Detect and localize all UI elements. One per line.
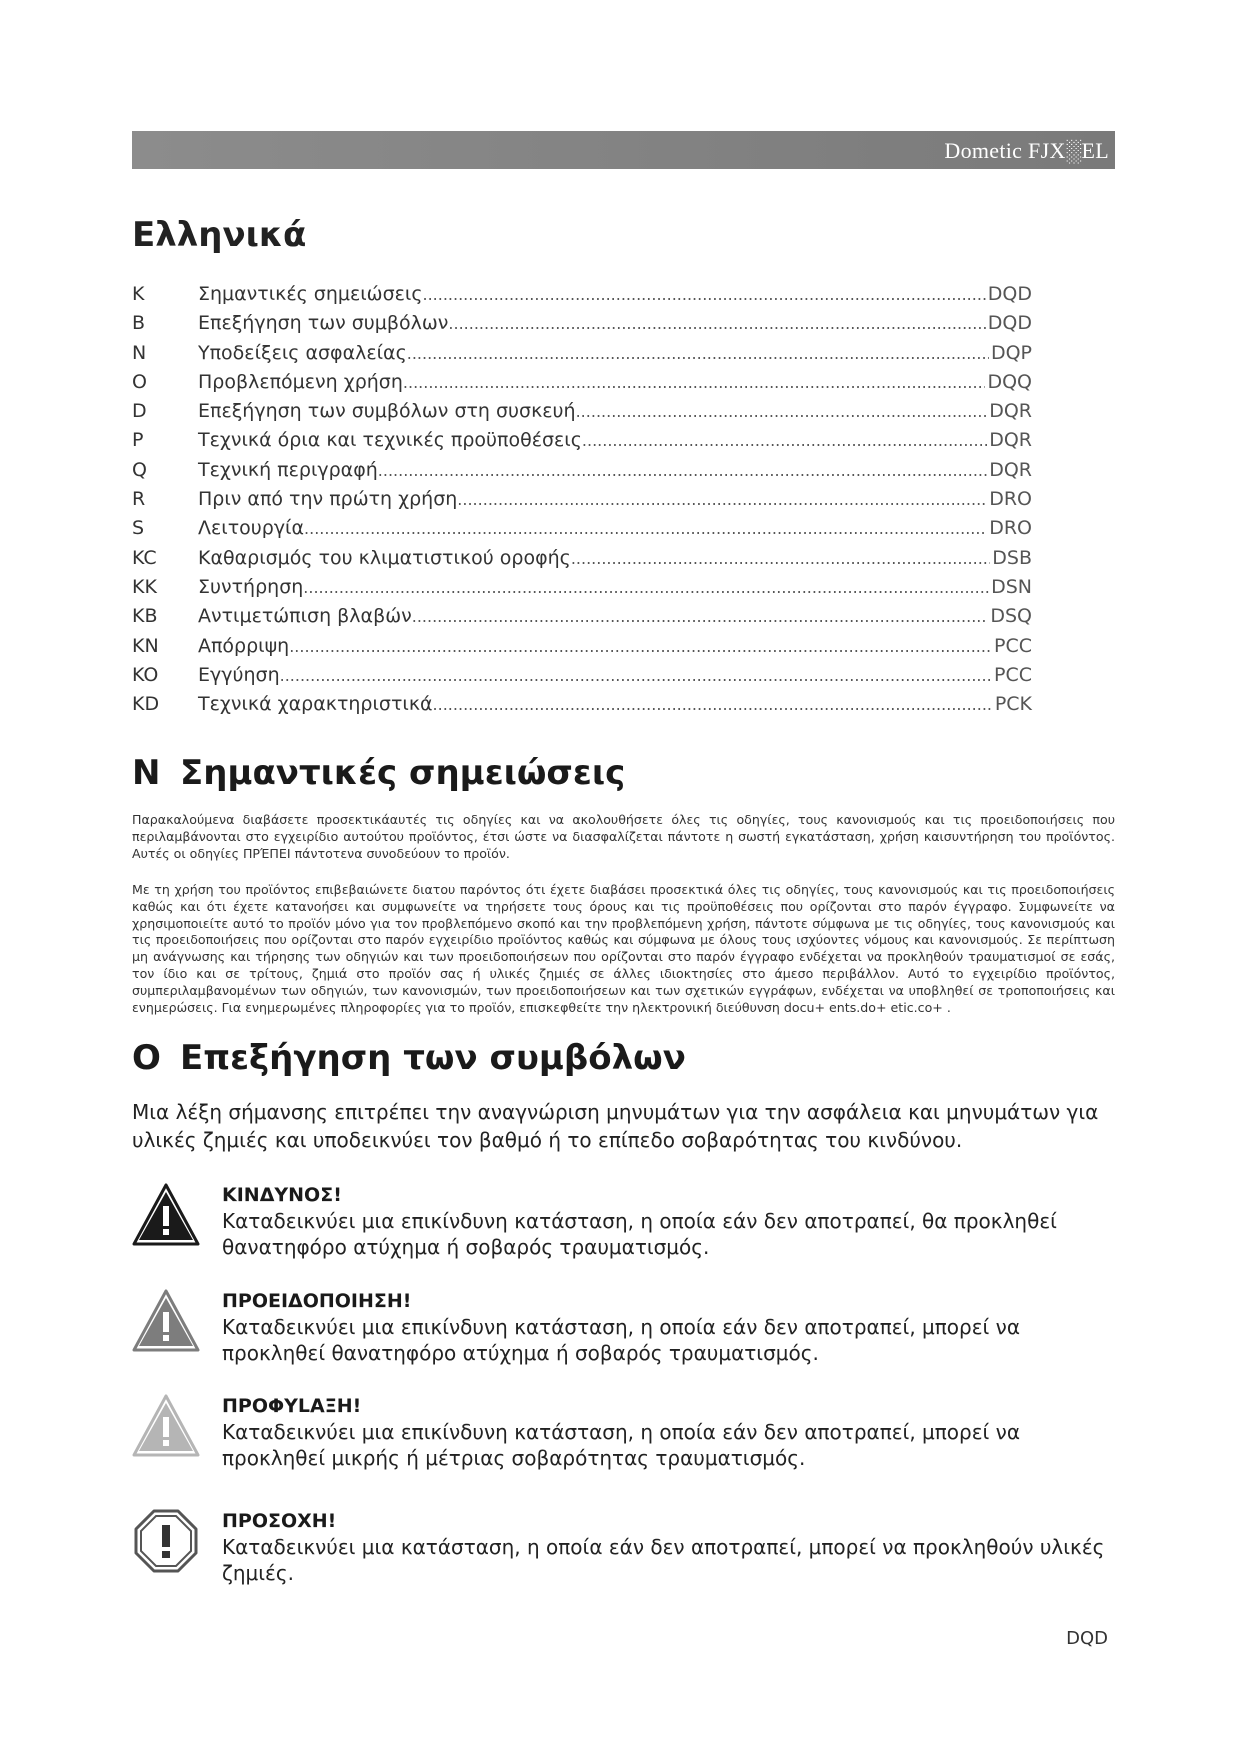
toc-entry[interactable] [132,488,1032,517]
section-number: N [132,753,161,793]
toc-entry-title: Σημαντικές σημειώσεις [198,283,423,305]
toc-entry-title: Επεξήγηση των συμβόλων στη συσκευή [198,400,576,423]
warning-triangle-icon [132,1288,200,1354]
toc-entry-number: S [132,517,145,540]
toc-leader-dots [422,283,985,305]
toc-entry[interactable] [132,283,1032,312]
toc-entry[interactable] [132,342,1032,371]
toc-entry[interactable] [132,547,1032,576]
toc-entry-page: PCC [994,634,1032,657]
danger-triangle-icon [132,1182,200,1248]
toc-leader-dots [576,400,988,422]
toc-entry-page: DSB [992,546,1032,569]
warning-block-warning [132,1288,1115,1378]
toc-entry-title: Συντήρηση [198,575,304,598]
toc-entry-title: Τεχνικά χαρακτηριστικά [198,693,433,716]
toc-entry-number: KN [132,634,159,657]
toc-leader-dots [448,312,985,334]
toc-entry-page: DQR [989,458,1032,481]
toc-leader-dots [303,576,989,598]
toc-entry[interactable] [132,635,1032,664]
language-title: Ελληνικά [132,215,307,255]
toc-leader-dots [378,459,987,481]
toc-entry-number: KK [132,575,157,598]
toc-leader-dots [403,371,986,393]
toc-entry[interactable] [132,400,1032,429]
toc-entry-number: P [132,429,144,452]
toc-entry-title: Απόρριψη [198,634,290,657]
toc-entry-title: Εγγύηση [198,663,280,686]
toc-leader-dots [304,517,987,539]
toc-entry-title: Τεχνική περιγραφή [198,458,378,481]
toc-entry-page: DQD [987,283,1032,305]
toc-entry-number: KO [132,663,159,686]
toc-entry-page: DQR [989,429,1032,452]
notice-octagon-icon [132,1508,200,1574]
toc-entry-title: Λειτουργία [198,517,305,540]
table-of-contents [132,283,1032,722]
toc-entry-number: N [132,341,147,364]
toc-leader-dots [582,429,987,451]
warning-label: ΚΙΝΔΥΝΟΣ! [222,1184,342,1206]
toc-leader-dots [407,342,989,364]
section-number: O [132,1038,161,1078]
warning-description: Καταδεικνύει μια επικίνδυνη κατάσταση, η οποία εάν δεν αποτραπεί, μπορεί να προκληθεί μικρής ή μέτριας σοβαρότητας τραυματισμός. [222,1420,1021,1470]
toc-leader-dots [289,635,992,657]
toc-entry[interactable] [132,459,1032,488]
toc-entry-page: DSN [991,575,1032,598]
caution-triangle-icon [132,1393,200,1459]
header-bar [132,131,1115,169]
section-important-notes-heading [132,753,625,793]
toc-entry-page: PCK [994,693,1032,716]
warning-block-notice [132,1508,1115,1598]
important-notes-paragraph-2: Με τη χρήση του προϊόντος επιβεβαιώνετε διατου παρόντος ότι έχετε διαβάσει προσεκτικά όλες τις οδηγίες, τους κανονισμούς και τις προειδοποιήσεις καθώς και ότι έχετε κατανοήσει και συμφωνείτε να τηρήσετε τους όρους και τις προϋποθέσεις που ορίζονται στο παρόν έγγραφο. Συμφωνείτε να χρησιμοποιείτε αυτό το προϊόν μόνο για τον προβλεπόμενο σκοπό και την προβλεπόμενη χρήση, πάντοτε σύμφωνα με τις οδηγίες, τους κανονισμούς και τις προειδοποιήσεις που ορίζονται στο παρόν εγχειρίδιο προϊόντος καθώς και σύμφωνα με όλους τους ισχύοντες νόμους και κανονισμούς. Σε περίπτωση μη ανάγνωσης και τήρησης των οδηγιών και των προειδοποιήσεων που ορίζονται στο παρόν έγγραφο ενδέχεται να προκληθούν τραυματισμοί σε εσάς, τον ίδιο και σε τρίτους, ζημιά στο προϊόν σας ή υλικές ζημιές σε άλλες ιδιοκτησίες στο άμεσο περιβάλλον. Αυτό το εγχειρίδιο προϊόντος, συμπεριλαμβανομένων των οδηγιών, των κανονισμών, των προειδοποιήσεων και των σχετικών εγγράφων, ενδέχεται να υποβληθεί σε τροποποιήσεις και ενημερώσεις. Για ενημερωμένες πληροφορίες για το προϊόν, επισκεφθείτε την ηλεκτρονική διεύθυνση docu+ ents.do+ etic.co+ . [132,882,1115,1015]
warning-description: Καταδεικνύει μια κατάσταση, η οποία εάν δεν αποτραπεί, μπορεί να προκληθούν υλικές ζημιές. [222,1535,1105,1585]
page-number: DQD [1066,1628,1108,1649]
toc-entry[interactable] [132,605,1032,634]
toc-entry-page: DQP [990,341,1032,364]
toc-leader-dots [457,488,987,510]
toc-entry-title: Αντιμετώπιση βλαβών [198,605,412,628]
toc-entry[interactable] [132,312,1032,341]
toc-entry-page: DQQ [987,370,1032,393]
toc-entry-number: R [132,488,146,511]
toc-entry-title: Καθαρισμός του κλιματιστικού οροφής [198,546,571,569]
toc-leader-dots [412,605,989,627]
toc-entry[interactable] [132,664,1032,693]
section-title: Σημαντικές σημειώσεις [180,753,626,793]
important-notes-paragraph-1: Παρακαλούμενα διαβάσετε προσεκτικάαυτές τις οδηγίες και να ακολουθήσετε όλες τις οδηγίες, τους κανονισμούς και τις προειδοποιήσεις που περιλαμβάνονται στο εγχειρίδιο αυτούτου προϊόντος, έτσι ώστε να διασφαλίζεται πάντοτε η σωστή εγκατάσταση, χρήση καισυντήρηση του προϊόντος. Αυτές οι οδηγίες ΠΡΈΠΕΙ πάντοτενα συνοδεύουν το προϊόν. [132,812,1115,861]
toc-entry-title: Υποδείξεις ασφαλείας [198,341,407,364]
warning-label: ΠΡΟΦΥLΑΞΗ! [222,1395,362,1417]
toc-entry-number: KC [132,546,157,569]
warning-block-caution [132,1393,1115,1483]
symbols-intro: Μια λέξη σήμανσης επιτρέπει την αναγνώριση μηνυμάτων για την ασφάλεια και μηνυμάτων για υλικές ζημιές και υποδεικνύει τον βαθμό ή το επίπεδο σοβαρότητας του κινδύνου. [132,1100,1099,1152]
toc-leader-dots [280,664,992,686]
toc-entry-number: D [132,400,147,423]
toc-entry-number: Q [132,458,147,481]
toc-entry[interactable] [132,371,1032,400]
warning-description: Καταδεικνύει μια επικίνδυνη κατάσταση, η οποία εάν δεν αποτραπεί, θα προκληθεί θανατηφόρο ατύχημα ή σοβαρός τραυματισμός. [222,1209,1057,1259]
toc-entry-title: Επεξήγηση των συμβόλων [198,312,449,335]
toc-entry[interactable] [132,576,1032,605]
toc-entry-number: B [132,312,146,335]
toc-entry-title: Προβλεπόμενη χρήση [198,370,403,393]
toc-entry-page: PCC [994,663,1032,686]
warning-block-danger [132,1182,1115,1272]
toc-entry[interactable] [132,693,1032,722]
section-title: Επεξήγηση των συμβόλων [180,1038,686,1078]
toc-entry-number: O [132,370,147,393]
warning-description: Καταδεικνύει μια επικίνδυνη κατάσταση, η οποία εάν δεν αποτραπεί, μπορεί να προκληθεί θανατηφόρο ατύχημα ή σοβαρός τραυματισμός. [222,1315,1021,1365]
toc-entry-page: DSQ [990,605,1032,628]
warning-label: ΠΡΟΕΙΔΟΠΟΙΗΣΗ! [222,1290,412,1312]
toc-entry-number: KB [132,605,158,628]
toc-entry[interactable] [132,517,1032,546]
toc-entry-number: KD [132,693,160,716]
header-title: Dometic FJX░EL [944,138,1109,163]
toc-leader-dots [433,693,993,715]
toc-entry-page: DRO [989,488,1032,511]
toc-leader-dots [571,547,990,569]
section-symbols-heading [132,1038,686,1078]
toc-entry-page: DRO [989,517,1032,540]
warning-label: ΠΡΟΣΟΧΗ! [222,1510,337,1532]
toc-entry-page: DQR [989,400,1032,423]
toc-entry-title: Πριν από την πρώτη χρήση [198,488,458,511]
toc-entry-page: DQD [987,312,1032,335]
toc-entry-title: Τεχνικά όρια και τεχνικές προϋποθέσεις [198,429,582,452]
toc-entry-number: K [132,283,145,305]
toc-entry[interactable] [132,429,1032,458]
